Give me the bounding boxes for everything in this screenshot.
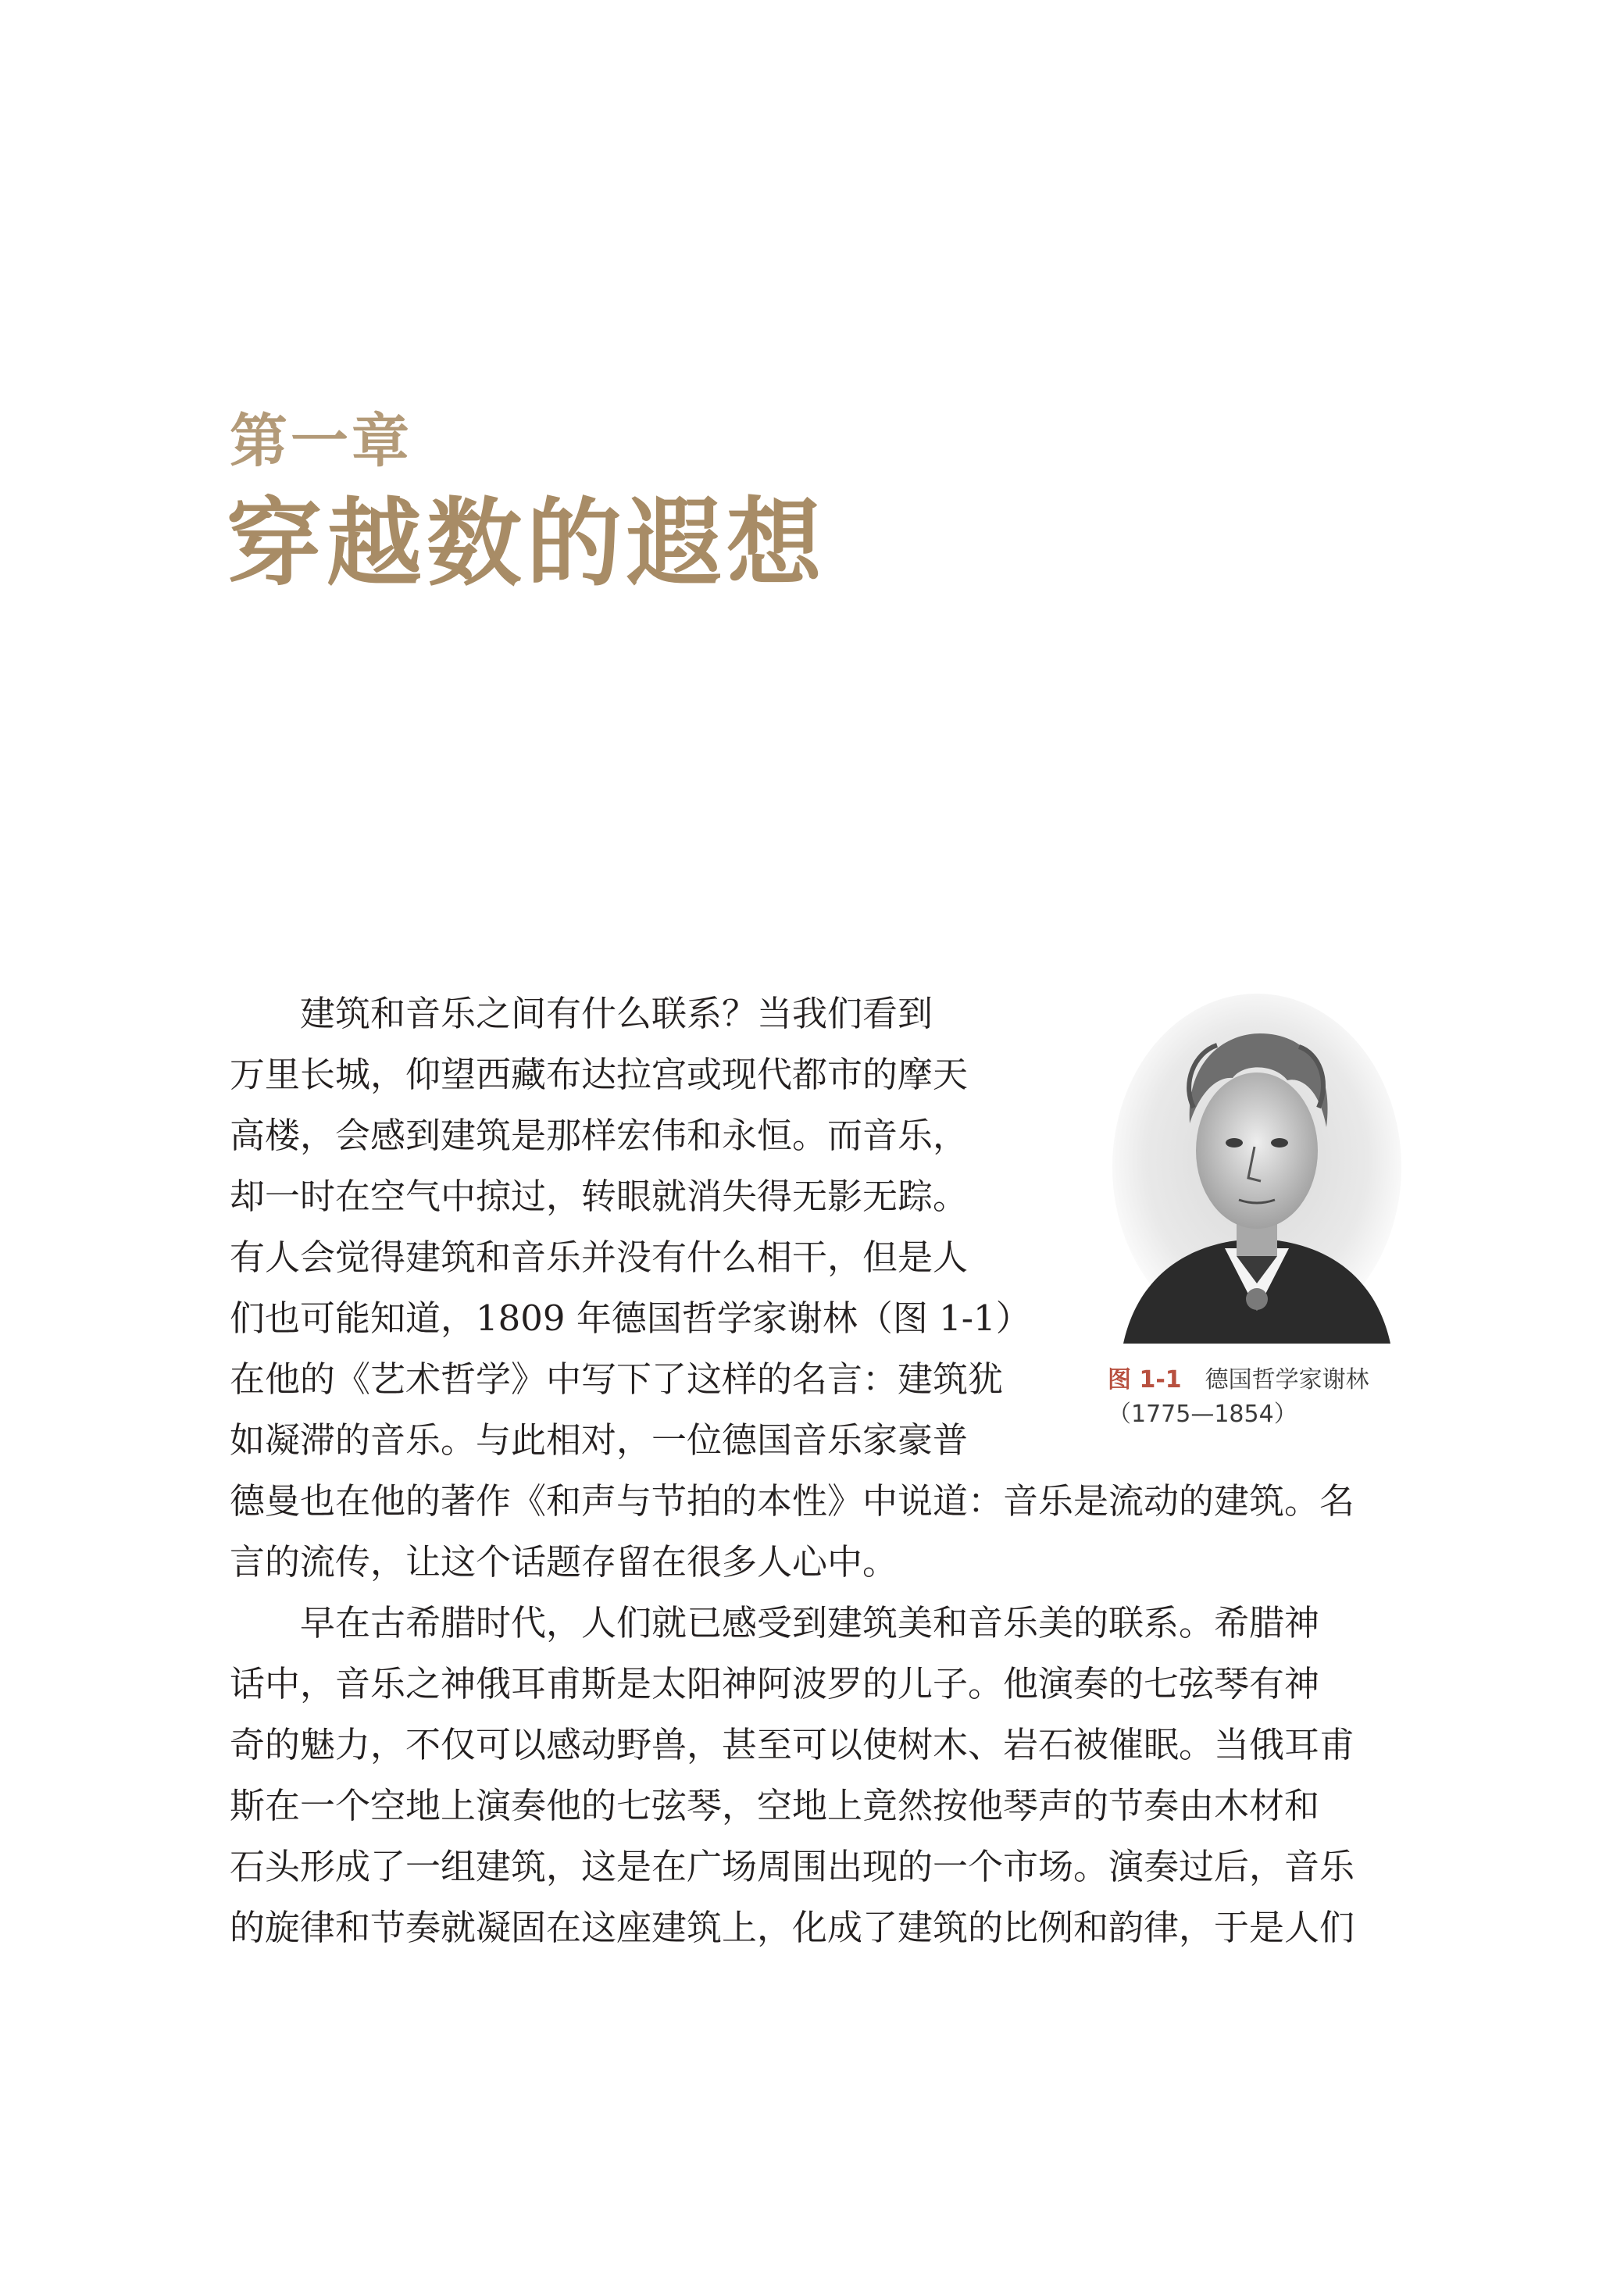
body-line: 斯在一个空地上演奏他的七弦琴，空地上竟然按他琴声的节奏由木材和 bbox=[230, 1785, 1320, 1826]
body-line: 高楼，会感到建筑是那样宏伟和永恒。而音乐， bbox=[230, 1115, 969, 1156]
body-line: 如凝滞的音乐。与此相对，一位德国音乐家豪普 bbox=[230, 1419, 969, 1461]
body-line: 们也可能知道，1809 年德国哲学家谢林（图 1-1） bbox=[230, 1297, 1031, 1339]
body-line: 有人会觉得建筑和音乐并没有什么相干，但是人 bbox=[230, 1237, 969, 1278]
body-line: 言的流传，让这个话题存留在很多人心中。 bbox=[230, 1541, 898, 1583]
body-line: 建筑和音乐之间有什么联系？当我们看到 bbox=[230, 993, 933, 1034]
portrait-image bbox=[1108, 990, 1406, 1344]
body-line: 话中，音乐之神俄耳甫斯是太阳神阿波罗的儿子。他演奏的七弦琴有神 bbox=[230, 1663, 1320, 1704]
body-line: 却一时在空气中掠过，转眼就消失得无影无踪。 bbox=[230, 1176, 969, 1217]
body-line: 奇的魅力，不仅可以感动野兽，甚至可以使树木、岩石被催眠。当俄耳甫 bbox=[230, 1724, 1355, 1765]
body-line: 万里长城，仰望西藏布达拉宫或现代都市的摩天 bbox=[230, 1054, 969, 1095]
body-line: 石头形成了一组建筑，这是在广场周围出现的一个市场。演奏过后，音乐 bbox=[230, 1846, 1355, 1887]
figure-caption bbox=[1108, 1363, 1369, 1432]
chapter-label: 第一章 bbox=[230, 408, 412, 475]
body-line: 早在古希腊时代，人们就已感受到建筑美和音乐美的联系。希腊神 bbox=[230, 1602, 1320, 1644]
chapter-title: 穿越数的遐想 bbox=[227, 487, 826, 599]
body-line: 在他的《艺术哲学》中写下了这样的名言：建筑犹 bbox=[230, 1358, 1004, 1400]
figure-number: 图 1-1 bbox=[1108, 1366, 1182, 1394]
figure-caption-dates: （1775—1854） bbox=[1108, 1401, 1297, 1428]
body-line: 德曼也在他的著作《和声与节拍的本性》中说道：音乐是流动的建筑。名 bbox=[230, 1480, 1355, 1522]
figure-caption-title: 德国哲学家谢林 bbox=[1205, 1366, 1369, 1394]
body-line: 的旋律和节奏就凝固在这座建筑上，化成了建筑的比例和韵律，于是人们 bbox=[230, 1907, 1355, 1948]
